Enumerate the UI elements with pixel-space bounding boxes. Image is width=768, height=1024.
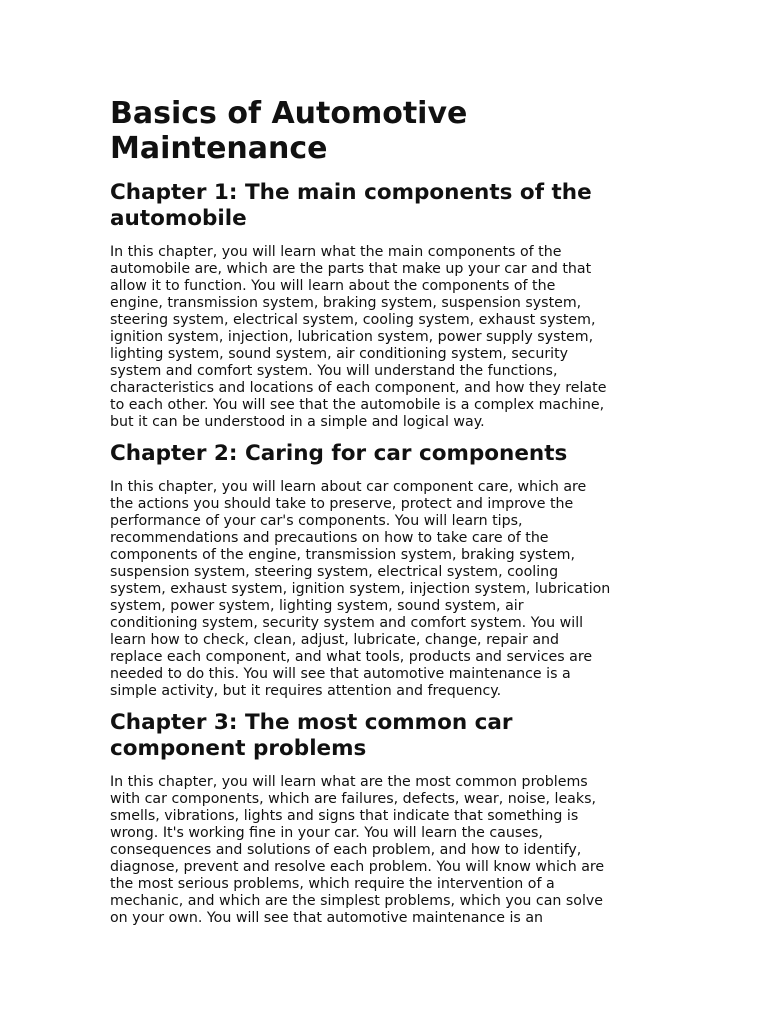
document-page (110, 96, 658, 937)
chapter-2-section (110, 441, 658, 700)
document-title: Basics of Automotive Maintenance (110, 96, 468, 166)
chapter-3-section (110, 710, 658, 927)
chapter-2-heading: Chapter 2: Caring for car components (110, 441, 568, 466)
chapter-1-paragraph: In this chapter, you will learn what the main components of the automobile are, which are the parts that make up your car and that allow it to function. You will learn about the components of the engine, transmission system, braking system, suspension system, steering system, electrical system, cooling system, exhaust system, ignition system, injection, lubrication system, power supply system, lighting system, sound system, air conditioning system, security system and comfort system. You will understand the functions, characteristics and locations of each component, and how they relate to each other. You will see that the automobile is a complex machine, but it can be understood in a simple and logical way. (110, 244, 607, 430)
chapter-2-paragraph: In this chapter, you will learn about car component care, which are the actions you should take to preserve, protect and improve the performance of your car's components. You will learn tips, recommendations and precautions on how to take care of the components of the engine, transmission system, braking system, suspension system, steering system, electrical system, cooling system, exhaust system, ignition system, injection system, lubrication system, power system, lighting system, sound system, air conditioning system, security system and comfort system. You will learn how to check, clean, adjust, lubricate, change, repair and replace each component, and what tools, products and services are needed to do this. You will see that automotive maintenance is a simple activity, but it requires attention and frequency. (110, 479, 611, 699)
chapter-1-section (110, 180, 658, 431)
chapter-1-heading: Chapter 1: The main components of the automobile (110, 180, 592, 231)
chapter-3-paragraph: In this chapter, you will learn what are the most common problems with car components, which are failures, defects, wear, noise, leaks, smells, vibrations, lights and signs that indicate that something is wrong. It's working fine in your car. You will learn the causes, consequences and solutions of each problem, and how to identify, diagnose, prevent and resolve each problem. You will know which are the most serious problems, which require the intervention of a mechanic, and which are the simplest problems, which you can solve on your own. You will see that automotive maintenance is an (110, 774, 605, 926)
chapter-3-heading: Chapter 3: The most common car component problems (110, 710, 513, 761)
